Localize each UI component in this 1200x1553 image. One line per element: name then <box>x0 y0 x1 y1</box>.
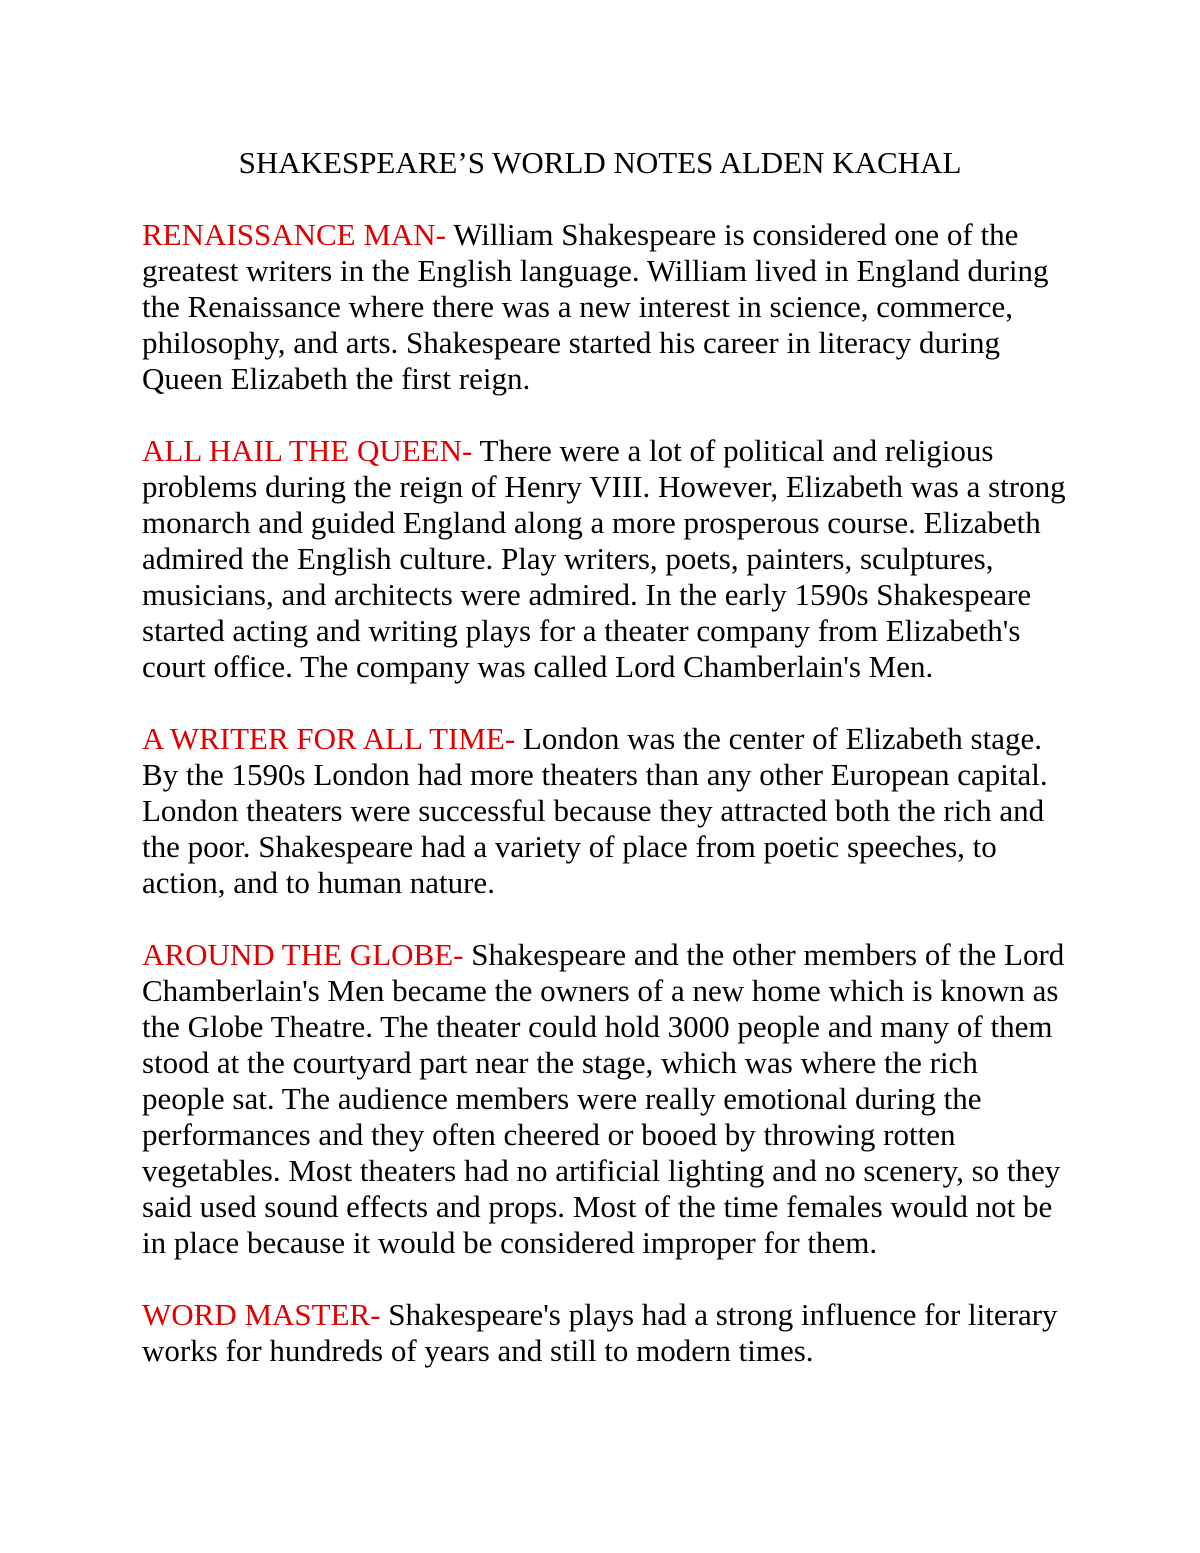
section-heading: WORD MASTER- <box>142 1297 381 1332</box>
section-text: Shakespeare and the other members of the Lord Chamberlain's Men became the owners of a new home which is known as the Globe Theatre. The theater could hold 3000 people and many of them stood at the courtyard part near the stage, which was where the rich people sat. The audience members were really emotional during the performances and they often cheered or booed by throwing rotten vegetables. Most theaters had no artificial lighting and no scenery, so they said used sound effects and props. Most of the time females would not be in place because it would be considered improper for them. <box>142 937 1065 1260</box>
section-renaissance-man <box>142 217 1067 397</box>
section-text: William Shakespeare is considered one of the greatest writers in the English language. William lived in England during the Renaissance where there was a new interest in science, commerce, philosophy, and arts. Shakespeare started his career in literacy during Queen Elizabeth the first reign. <box>142 217 1049 396</box>
section-all-hail-the-queen <box>142 433 1067 685</box>
section-heading: RENAISSANCE MAN- <box>142 217 446 252</box>
section-a-writer-for-all-time <box>142 721 1067 901</box>
section-heading: A WRITER FOR ALL TIME- <box>142 721 516 756</box>
section-heading: ALL HAIL THE QUEEN- <box>142 433 473 468</box>
section-around-the-globe <box>142 937 1067 1261</box>
section-heading: AROUND THE GLOBE- <box>142 937 464 972</box>
section-word-master <box>142 1297 1067 1369</box>
document-body <box>142 217 1067 1405</box>
section-text: Shakespeare's plays had a strong influence for literary works for hundreds of years and still to modern times. <box>142 1297 1058 1368</box>
document-title: SHAKESPEARE’S WORLD NOTES ALDEN KACHAL <box>238 145 962 180</box>
section-text: London was the center of Elizabeth stage. By the 1590s London had more theaters than any other European capital. London theaters were successful because they attracted both the rich and the poor. Shakespeare had a variety of place from poetic speeches, to action, and to human nature. <box>142 721 1048 900</box>
section-text: There were a lot of political and religious problems during the reign of Henry VIII. However, Elizabeth was a strong monarch and guided England along a more prosperous course. Elizabeth admired the English culture. Play writers, poets, painters, sculptures, musicians, and architects were admired. In the early 1590s Shakespeare started acting and writing plays for a theater company from Elizabeth's court office. The company was called Lord Chamberlain's Men. <box>142 433 1066 684</box>
